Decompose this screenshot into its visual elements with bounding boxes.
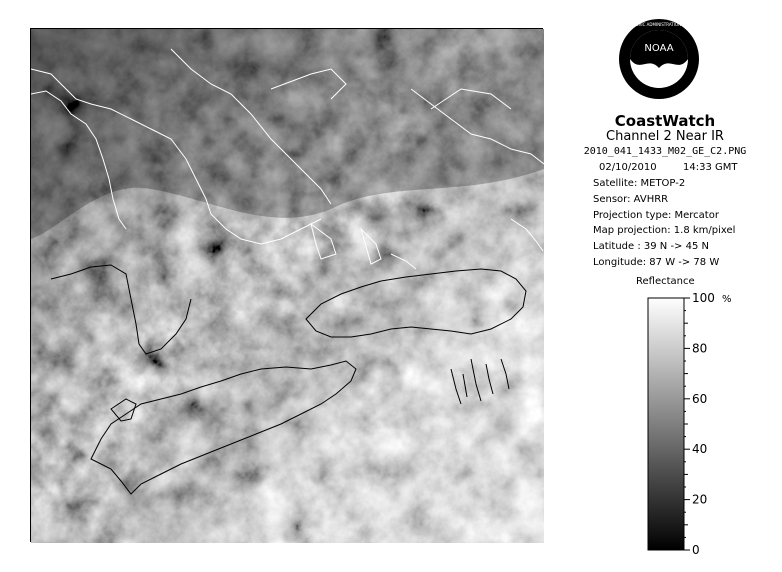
file-name: 2010_041_1433_M02_GE_C2.PNG [583, 146, 747, 157]
satellite-info: Satellite: METOP-2 [593, 178, 686, 189]
logo-text: NOAA [644, 43, 674, 54]
colorbar [640, 292, 760, 562]
colorbar-tick-label: 0 [692, 543, 700, 557]
satellite-image [30, 28, 543, 542]
longitude-range: Longitude: 87 W -> 78 W [593, 257, 720, 268]
noaa-logo [565, 18, 753, 100]
colorbar-tick-label: 40 [692, 442, 708, 457]
colorbar-tick-label: 80 [692, 341, 708, 356]
projection-type: Projection type: Mercator [593, 210, 719, 221]
latitude-range: Latitude : 39 N -> 45 N [593, 241, 709, 252]
logo-ring-text [566, 22, 753, 27]
colorbar-gradient [648, 298, 684, 550]
pass-date: 02/10/2010 [599, 162, 657, 173]
colorbar-svg [640, 292, 760, 562]
pass-time: 14:33 GMT [683, 162, 738, 173]
product-title: CoastWatch [614, 112, 716, 130]
map-projection: Map projection: 1.8 km/pixel [593, 225, 736, 236]
colorbar-tick-label: 60 [692, 391, 708, 406]
svg-text:NATIONAL OCEANIC AND ATMOSPHER: NATIONAL OCEANIC AND ATMOSPHERIC ADMINISTRATION · U.S. DEPARTMENT OF COMMERCE [565, 22, 753, 27]
channel-subtitle: Channel 2 Near IR [606, 129, 724, 144]
colorbar-tick-label: 100 [692, 291, 715, 305]
sensor-info: Sensor: AVHRR [593, 194, 669, 205]
satellite-image-svg [31, 29, 544, 543]
colorbar-unit: % [722, 294, 732, 305]
colorbar-tick-label: 20 [692, 492, 708, 507]
colorbar-title: Reflectance [636, 276, 695, 287]
